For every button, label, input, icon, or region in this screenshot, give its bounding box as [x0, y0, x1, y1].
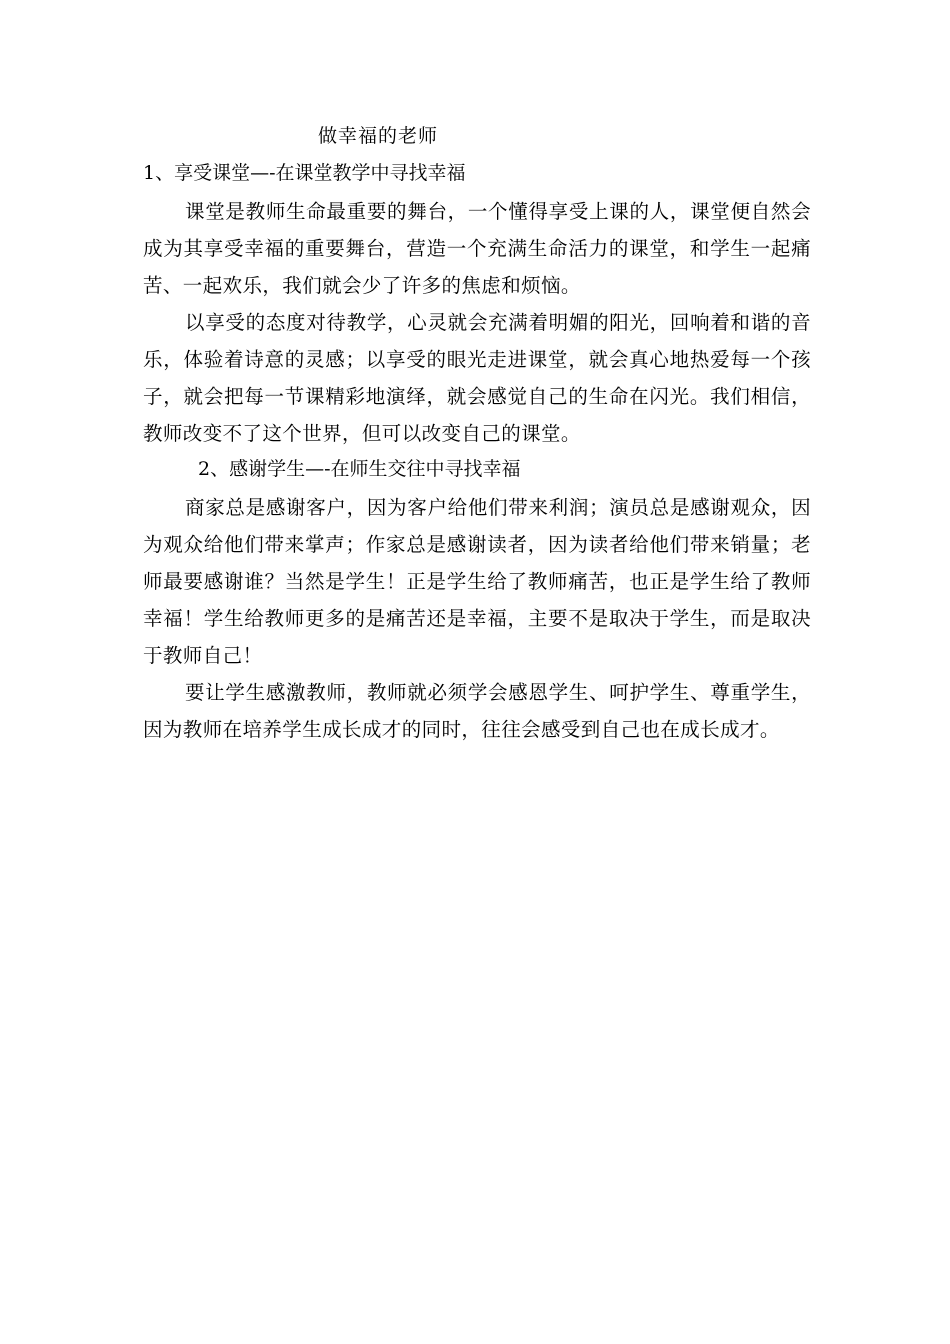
section-1-heading: 1、享受课堂—-在课堂教学中寻找幸福 — [143, 162, 466, 184]
section-2-paragraph-1: 商家总是感谢客户，因为客户给他们带来利润；演员总是感谢观众，因为观众给他们带来掌声；作家总是感谢读者，因为读者给他们带来销量；老师最要感谢谁？当然是学生！正是学生给了教师痛苦，也正是学生给了教师幸福！学生给教师更多的是痛苦还是幸福，主要不是取决于学生，而是取决于教师自己！ — [143, 496, 811, 667]
section-1-paragraph-1: 课堂是教师生命最重要的舞台，一个懂得享受上课的人，课堂便自然会成为其享受幸福的重要舞台，营造一个充满生命活力的课堂，和学生一起痛苦、一起欢乐，我们就会少了许多的焦虑和烦恼。 — [143, 200, 811, 297]
section-1-paragraph-2: 以享受的态度对待教学，心灵就会充满着明媚的阳光，回响着和谐的音乐，体验着诗意的灵感；以享受的眼光走进课堂，就会真心地热爱每一个孩子，就会把每一节课精彩地演绎，就会感觉自己的生命在闪光。我们相信，教师改变不了这个世界，但可以改变自己的课堂。 — [143, 311, 811, 445]
section-2-heading: 2、感谢学生—-在师生交往中寻找幸福 — [198, 458, 521, 480]
document-title: 做幸福的老师 — [318, 125, 439, 147]
section-2-paragraph-2: 要让学生感激教师，教师就必须学会感恩学生、呵护学生、尊重学生，因为教师在培养学生成长成才的同时，往往会感受到自己也在成长成才。 — [143, 681, 811, 741]
